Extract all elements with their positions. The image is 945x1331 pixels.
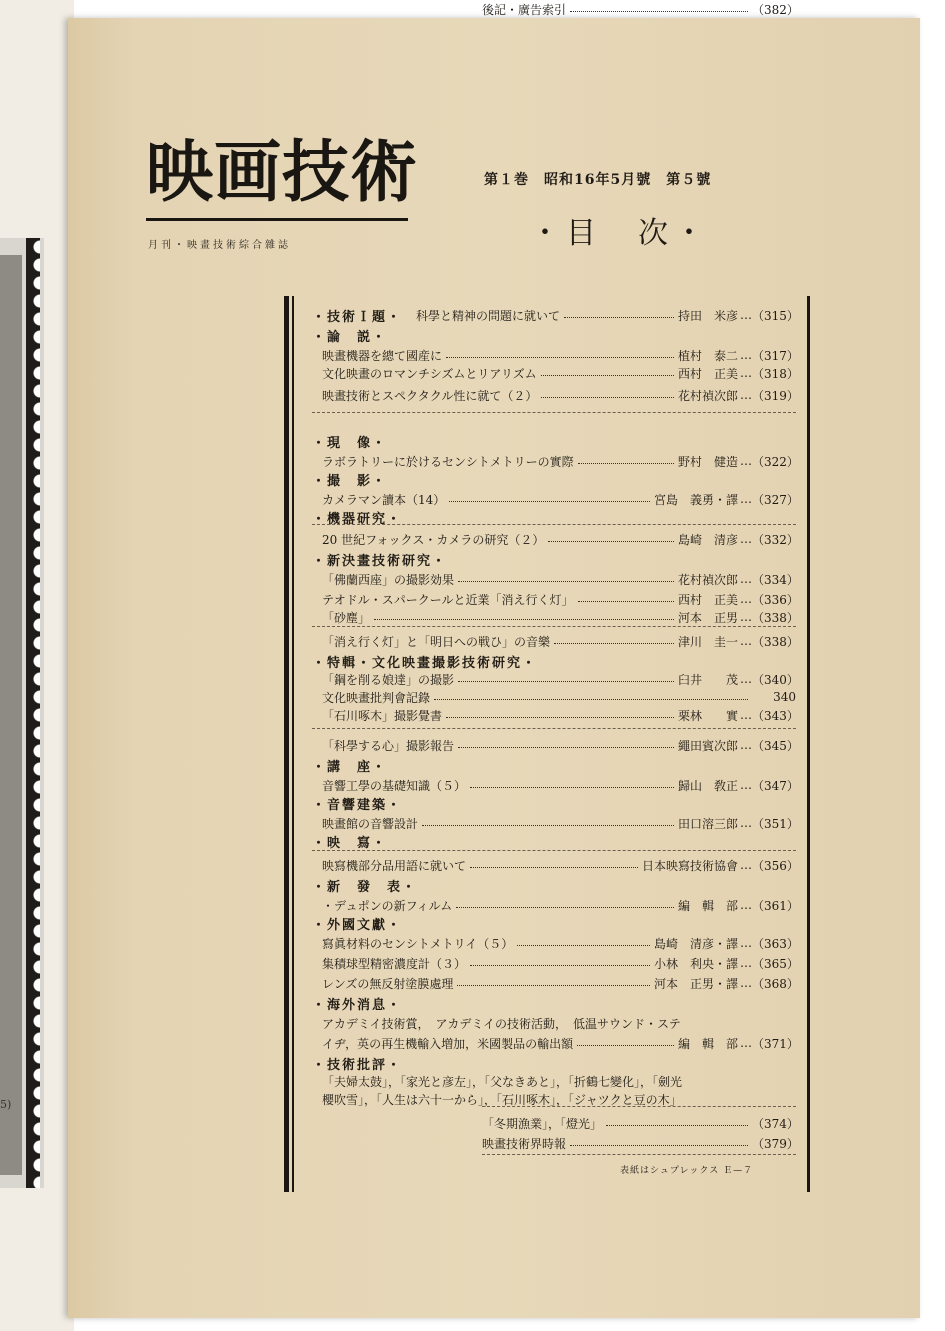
author-leader: … xyxy=(740,454,752,468)
entry-author: 持田 米彦 xyxy=(677,308,738,323)
author-leader: … xyxy=(740,634,752,648)
entry-page-number: （332） xyxy=(752,532,799,547)
author-leader: … xyxy=(740,738,752,752)
entry-page-number: （343） xyxy=(752,708,799,723)
entry-author: 津川 圭一 xyxy=(677,634,738,649)
dot-leader xyxy=(458,739,674,748)
toc-border-right xyxy=(807,296,810,1192)
entry-page-number: （368） xyxy=(752,976,799,991)
toc-entry xyxy=(312,452,799,470)
cover-note: 表紙はシュプレックス Ｅ—７ xyxy=(620,1166,754,1176)
adjacent-page-text: 5) xyxy=(0,1098,12,1111)
toc-section-heading xyxy=(312,876,796,894)
dot-leader xyxy=(548,533,674,542)
entry-title: アカデミイ技術賞， アカデミイの技術活動， 低温サウンド・ステ xyxy=(322,1016,681,1031)
entry-page-number: （347） xyxy=(752,778,799,793)
toc-section-heading xyxy=(312,652,796,670)
entry-author: 河本 正男 xyxy=(677,610,738,625)
entry-title: 映畫機器を總て國産に xyxy=(322,348,443,363)
toc-entry xyxy=(312,386,799,404)
contents-heading: ・目 次・ xyxy=(530,216,710,251)
entry-title: レンズの無反射塗膜處理 xyxy=(322,976,454,991)
author-leader: … xyxy=(740,592,752,606)
entry-title: 科學と精神の問題に就いて xyxy=(416,308,561,323)
toc-section-heading xyxy=(312,1054,796,1072)
entry-title: 映寫機部分品用語に就いて xyxy=(322,858,467,873)
toc-entry xyxy=(312,632,799,650)
author-leader: … xyxy=(740,348,752,362)
entry-page-number: （336） xyxy=(752,592,799,607)
volume-info: 第１巻 昭和16年5月號 第５號 xyxy=(484,172,712,188)
entry-title: 「科學する心」撮影報告 xyxy=(322,738,455,753)
toc-entry xyxy=(312,364,799,382)
toc-entry xyxy=(312,974,799,992)
author-leader: … xyxy=(740,532,752,546)
dot-leader xyxy=(577,1037,674,1046)
entry-title: 「消え行く灯」と「明日への戦ひ」の音樂 xyxy=(322,634,551,649)
entry-page-number: 340 xyxy=(773,690,796,704)
entry-author: 日本映寫技術協會 xyxy=(641,858,738,873)
section-label: ・特輯・文化映畫撮影技術研究・ xyxy=(312,655,538,671)
dot-leader xyxy=(470,779,674,788)
entry-title: 「砂塵」 xyxy=(322,610,371,625)
dot-leader xyxy=(564,309,674,318)
entry-title: イヂ，英の再生機輸入増加，米國製品の輸出額 xyxy=(322,1036,574,1051)
dot-leader xyxy=(456,899,674,908)
entry-title: 映畫技術とスペクタクル性に就て（２） xyxy=(322,388,538,403)
toc-section-heading xyxy=(312,794,796,812)
author-leader: … xyxy=(740,708,752,722)
dot-leader xyxy=(446,709,674,718)
dot-leader xyxy=(554,635,674,644)
section-divider xyxy=(312,524,796,525)
toc-entry xyxy=(312,670,799,688)
toc-entry xyxy=(312,1014,796,1032)
dot-leader xyxy=(449,493,650,502)
author-leader: … xyxy=(740,956,752,970)
entry-author: 編 輯 部 xyxy=(677,1036,738,1051)
section-divider xyxy=(312,850,796,851)
entry-author: 宮島 義勇・譯 xyxy=(653,492,738,507)
dot-leader xyxy=(541,389,674,398)
toc-section-heading xyxy=(312,832,796,850)
section-divider xyxy=(312,728,796,729)
author-leader: … xyxy=(740,610,752,624)
entry-page-number: （319） xyxy=(752,388,799,403)
entry-title: 映畫技術界時報 xyxy=(482,1136,567,1151)
author-leader: … xyxy=(740,976,752,990)
dot-leader xyxy=(570,3,748,12)
section-divider xyxy=(482,1154,796,1155)
entry-title: 寫眞材料のセンシトメトリイ（５） xyxy=(322,936,514,951)
title-underline xyxy=(146,218,408,221)
author-leader: … xyxy=(740,672,752,686)
entry-title: 映畫館の音響設計 xyxy=(322,816,419,831)
dot-leader xyxy=(458,573,674,582)
entry-author: 歸山 敎正 xyxy=(677,778,738,793)
entry-author: 西村 正美 xyxy=(677,366,738,381)
author-leader: … xyxy=(740,572,752,586)
entry-author: 小林 利央・譯 xyxy=(653,956,738,971)
section-label: ・新 發 表・ xyxy=(312,879,418,895)
entry-page-number: （379） xyxy=(752,1136,799,1151)
entry-title: ・デュポンの新フィルム xyxy=(322,898,453,913)
dot-leader xyxy=(470,859,638,868)
entry-author: 繩田賓次郎 xyxy=(677,738,738,753)
toc-entry xyxy=(312,954,799,972)
toc-entry xyxy=(312,1034,799,1052)
entry-page-number: （345） xyxy=(752,738,799,753)
author-leader: … xyxy=(740,778,752,792)
toc-entry xyxy=(312,934,799,952)
section-label: ・撮 影・ xyxy=(312,473,388,489)
toc-section-heading xyxy=(312,914,796,932)
toc-entry xyxy=(312,736,799,754)
entry-title: 集積球型精密濃度計（３） xyxy=(322,956,467,971)
toc-entry xyxy=(312,590,799,608)
author-leader: … xyxy=(740,308,752,322)
entry-page-number: （338） xyxy=(752,610,799,625)
section-label: ・映 寫・ xyxy=(312,835,388,851)
section-label: ・音響建築・ xyxy=(312,797,403,813)
dot-leader xyxy=(457,977,650,986)
author-leader: … xyxy=(740,816,752,830)
entry-author: 野村 健造 xyxy=(677,454,738,469)
entry-author: 栗林 實 xyxy=(677,708,738,723)
dot-leader xyxy=(606,1117,748,1126)
entry-author: 植村 泰二 xyxy=(677,348,738,363)
entry-title: 「夫婦太鼓」，「家光と彦左」，「父なきあと」，「折鶴七變化」，「劍光 xyxy=(322,1074,683,1089)
author-leader: … xyxy=(740,898,752,912)
entry-author: 臼井 茂 xyxy=(677,672,738,687)
entry-page-number: （356） xyxy=(752,858,799,873)
entry-author: 島崎 清彦・譯 xyxy=(653,936,738,951)
entry-title: 「佛蘭西座」の撮影効果 xyxy=(322,572,455,587)
toc-entry xyxy=(312,896,799,914)
dot-leader xyxy=(517,937,650,946)
entry-title: テオドル・スパークールと近業「消え行く灯」 xyxy=(322,592,574,607)
toc-section-heading xyxy=(312,994,796,1012)
toc-entry xyxy=(482,0,799,18)
entry-page-number: （317） xyxy=(752,348,799,363)
author-leader: … xyxy=(740,1036,752,1050)
author-leader: … xyxy=(740,858,752,872)
section-label: ・新決畫技術研究・ xyxy=(312,553,448,569)
entry-page-number: （340） xyxy=(752,672,799,687)
toc-section-heading xyxy=(312,432,796,450)
entry-title: 櫻吹雪」，「人生は六十一から」，「石川啄木」，「ジャツクと豆の木」 xyxy=(322,1092,682,1107)
author-leader: … xyxy=(740,492,752,506)
entry-page-number: （371） xyxy=(752,1036,799,1051)
entry-author: 河本 正男・譯 xyxy=(653,976,738,991)
entry-title: 「鋼を削る娘達」の撮影 xyxy=(322,672,455,687)
toc-entry xyxy=(312,490,799,508)
section-label: ・講 座・ xyxy=(312,759,388,775)
entry-page-number: （374） xyxy=(752,1116,799,1131)
dot-leader xyxy=(374,611,674,620)
toc-entry xyxy=(312,706,799,724)
entry-title: 「石川啄木」撮影覺書 xyxy=(322,708,443,723)
entry-page-number: （327） xyxy=(752,492,799,507)
dot-leader xyxy=(422,817,674,826)
dot-leader xyxy=(578,593,674,602)
entry-page-number: （338） xyxy=(752,634,799,649)
toc-section-heading xyxy=(312,306,799,325)
section-label: ・機器研究・ xyxy=(312,511,403,527)
entry-page-number: （365） xyxy=(752,956,799,971)
toc-entry xyxy=(312,688,796,706)
adjacent-page-photo-dark xyxy=(0,255,22,1175)
section-divider xyxy=(312,626,796,627)
dot-leader xyxy=(446,349,674,358)
toc-section-heading xyxy=(312,756,796,774)
toc-entry xyxy=(312,1072,796,1090)
entry-author: 編 輯 部 xyxy=(677,898,738,913)
dot-leader xyxy=(434,691,748,700)
entry-page-number: （361） xyxy=(752,898,799,913)
entry-title: ラボラトリーに於けるセンシトメトリーの實際 xyxy=(322,454,574,469)
entry-page-number: （351） xyxy=(752,816,799,831)
entry-page-number: （315） xyxy=(752,308,799,323)
toc-section-heading xyxy=(312,326,796,344)
dot-leader xyxy=(470,957,650,966)
section-label: ・海外消息・ xyxy=(312,997,403,1013)
toc-entry xyxy=(312,608,799,626)
dot-leader xyxy=(578,455,674,464)
dot-leader xyxy=(541,367,674,376)
toc-section-heading xyxy=(312,470,796,488)
entry-title: 文化映畫批判會記錄 xyxy=(322,690,431,705)
toc-border-left xyxy=(284,296,289,1192)
toc-entry xyxy=(482,1114,799,1132)
section-label: ・外國文獻・ xyxy=(312,917,403,933)
section-divider xyxy=(312,412,796,413)
entry-title: 20 世紀フォックス・カメラの研究（２） xyxy=(322,532,545,547)
entry-title: 後記・廣告索引 xyxy=(482,2,567,17)
film-perforation-border xyxy=(26,238,40,1188)
entry-author: 花村禎次郎 xyxy=(677,572,738,587)
entry-author: 西村 正美 xyxy=(677,592,738,607)
magazine-subtitle: 月刊・映畫技術綜合雜誌 xyxy=(148,240,291,251)
toc-section-heading xyxy=(312,550,796,568)
entry-title: カメラマン讀本（14） xyxy=(322,492,446,507)
section-label: ・現 像・ xyxy=(312,435,388,451)
toc-entry xyxy=(312,530,799,548)
toc-entry xyxy=(312,856,799,874)
section-label: ・技術Ｉ題・ xyxy=(312,309,403,325)
toc-entry xyxy=(312,346,799,364)
dot-leader xyxy=(458,673,674,682)
section-label: ・技術批評・ xyxy=(312,1057,403,1073)
entry-title: 文化映畫のロマンチシズムとリアリズム xyxy=(322,366,537,381)
entry-author: 島崎 清彦 xyxy=(677,532,738,547)
entry-author: 田口溶三郎 xyxy=(677,816,738,831)
entry-page-number: （363） xyxy=(752,936,799,951)
entry-title: 音響工學の基礎知識（５） xyxy=(322,778,467,793)
entry-page-number: （334） xyxy=(752,572,799,587)
magazine-title: 映画技術 xyxy=(146,132,418,211)
author-leader: … xyxy=(740,388,752,402)
toc-entry xyxy=(312,814,799,832)
section-divider xyxy=(482,1106,796,1107)
toc-entry xyxy=(482,1134,799,1152)
entry-page-number: （318） xyxy=(752,366,799,381)
entry-author: 花村禎次郎 xyxy=(677,388,738,403)
author-leader: … xyxy=(740,936,752,950)
entry-page-number: （322） xyxy=(752,454,799,469)
toc-entry xyxy=(312,570,799,588)
section-label: ・論 説・ xyxy=(312,329,388,345)
author-leader: … xyxy=(740,366,752,380)
entry-title: 「冬期漁業」，「燈光」 xyxy=(482,1116,603,1131)
entry-page-number: （382） xyxy=(752,2,799,17)
dot-leader xyxy=(570,1137,748,1146)
toc-border-left-inner xyxy=(292,296,294,1192)
toc-entry xyxy=(312,776,799,794)
